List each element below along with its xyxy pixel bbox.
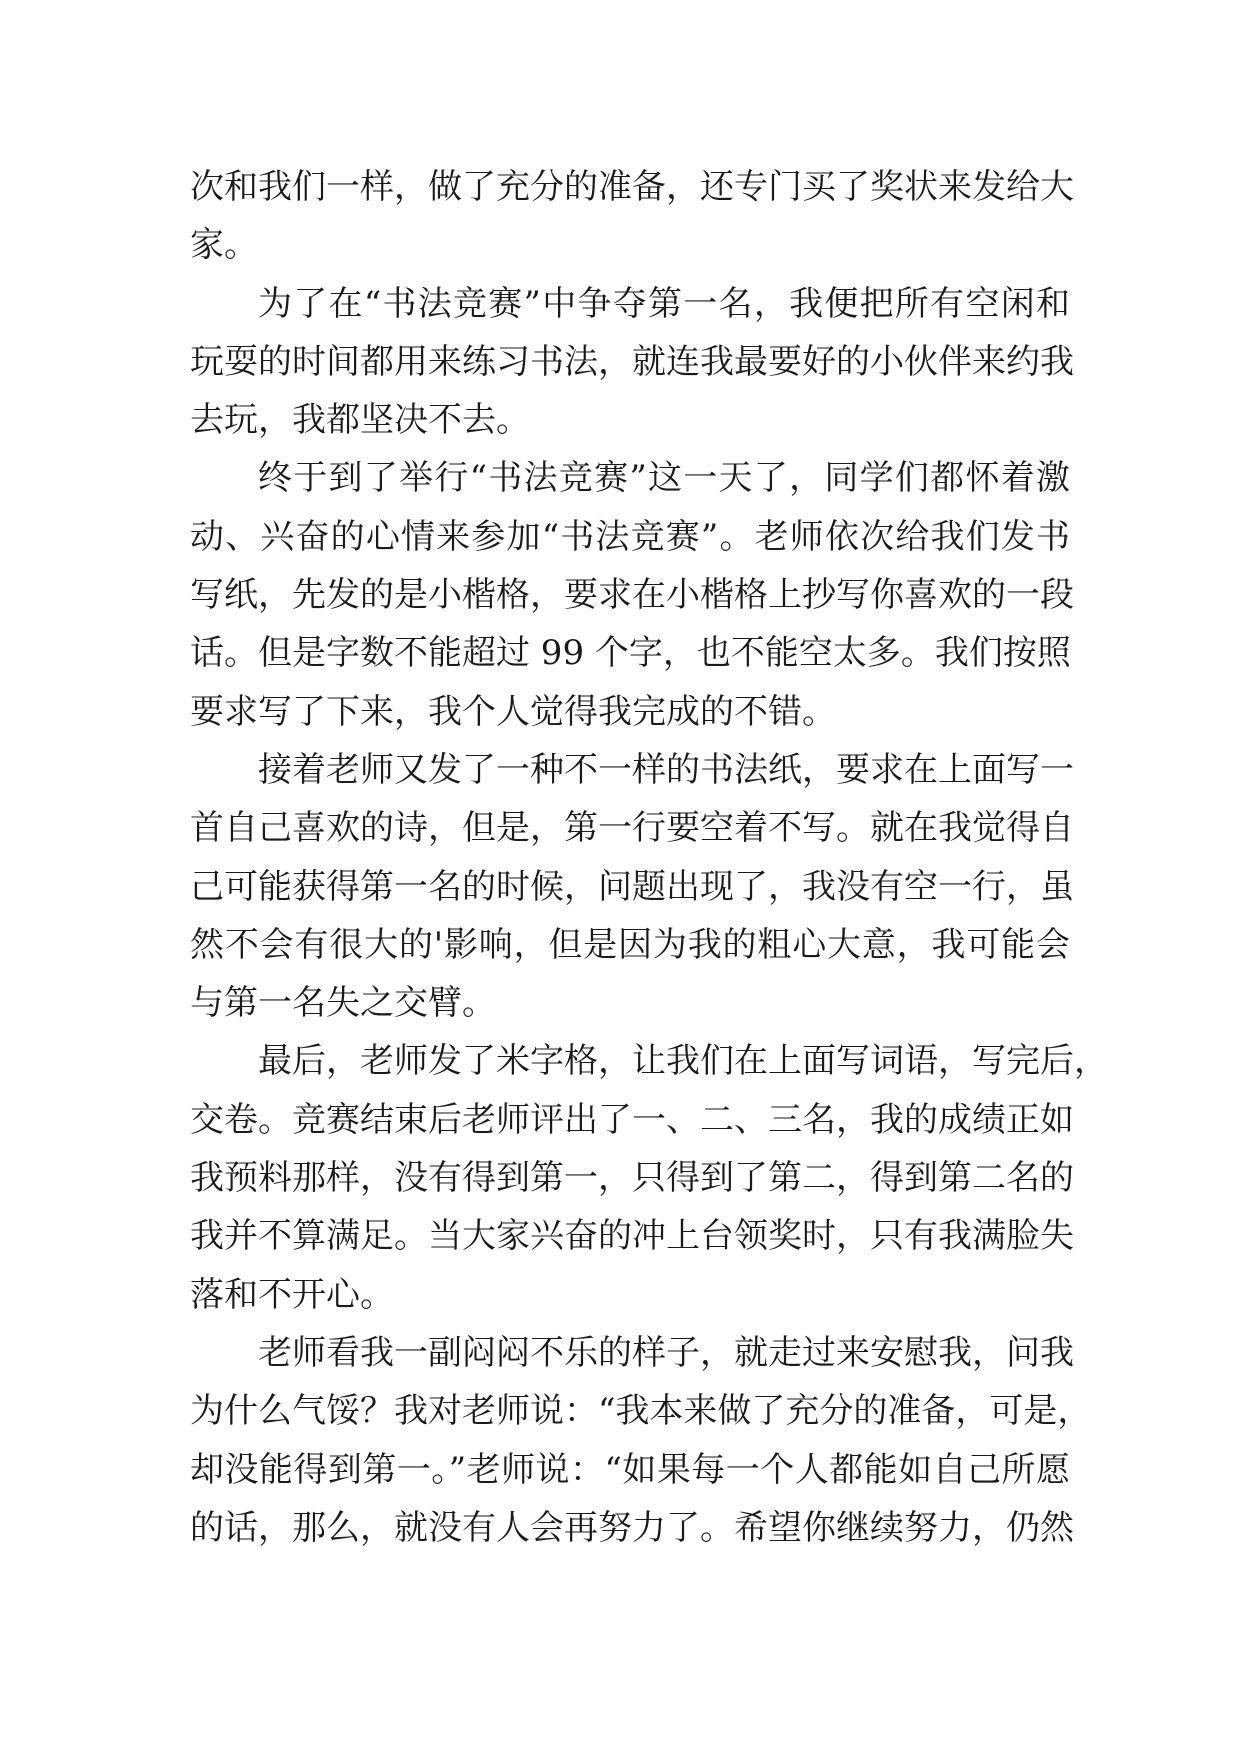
- text-line: 为了在“书法竞赛”中争夺第一名，我便把所有空闲和: [258, 283, 1070, 324]
- text-line: 写纸，先发的是小楷格，要求在小楷格上抄写你喜欢的一段: [190, 575, 1074, 616]
- text-line: 己可能获得第一名的时候，问题出现了，我没有空一行，虽: [190, 866, 1074, 907]
- text-line: 的话，那么，就没有人会再努力了。希望你继续努力，仍然: [190, 1507, 1074, 1548]
- text-line: 落和不开心。: [190, 1274, 394, 1315]
- paragraph: [190, 1324, 1092, 1557]
- text-line: 玩耍的时间都用来练习书法，就连我最要好的小伙伴来约我: [190, 341, 1074, 382]
- text-line: 次和我们一样，做了充分的准备，还专门买了奖状来发给大: [190, 167, 1074, 207]
- text-line: 动、兴奋的心情来参加“书法竞赛”。老师依次给我们发书: [190, 516, 1070, 557]
- text-line: 与第一名失之交臂。: [190, 983, 496, 1024]
- text-line: 然不会有很大的'影响，但是因为我的粗心大意，我可能会: [190, 924, 1070, 965]
- text-line: 接着老师又发了一种不一样的书法纸，要求在上面写一: [258, 749, 1074, 790]
- text-line: 交卷。竞赛结束后老师评出了一、二、三名，我的成绩正如: [190, 1099, 1074, 1140]
- paragraph: [190, 158, 1074, 275]
- text-line: 家。: [190, 225, 258, 266]
- text-line: 终于到了举行“书法竞赛”这一天了，同学们都怀着激: [258, 458, 1070, 499]
- text-line: 要求写了下来，我个人觉得我完成的不错。: [190, 691, 836, 732]
- paragraph: [190, 449, 1074, 740]
- text-line: 去玩，我都坚决不去。: [190, 400, 530, 441]
- text-line: 我并不算满足。当大家兴奋的冲上台领奖时，只有我满脸失: [190, 1216, 1074, 1257]
- text-line: 首自己喜欢的诗，但是，第一行要空着不写。就在我觉得自: [190, 808, 1074, 849]
- paragraph: [190, 741, 1074, 1032]
- paragraph: [190, 275, 1074, 450]
- document-body: [190, 158, 1108, 1557]
- text-line: 老师看我一副闷闷不乐的样子，就走过来安慰我，问我: [258, 1332, 1074, 1373]
- text-line: 最后，老师发了米字格，让我们在上面写词语，写完后，: [258, 1041, 1108, 1082]
- text-line: 为什么气馁？我对老师说：“我本来做了充分的准备，可是，: [190, 1391, 1092, 1432]
- text-line: 却没能得到第一。”老师说：“如果每一个人都能如自己所愿: [190, 1449, 1070, 1490]
- text-line: 我预料那样，没有得到第一，只得到了第二，得到第二名的: [190, 1158, 1074, 1199]
- paragraph: [190, 1032, 1108, 1323]
- text-line: 话。但是字数不能超过 99 个字，也不能空太多。我们按照: [190, 633, 1071, 674]
